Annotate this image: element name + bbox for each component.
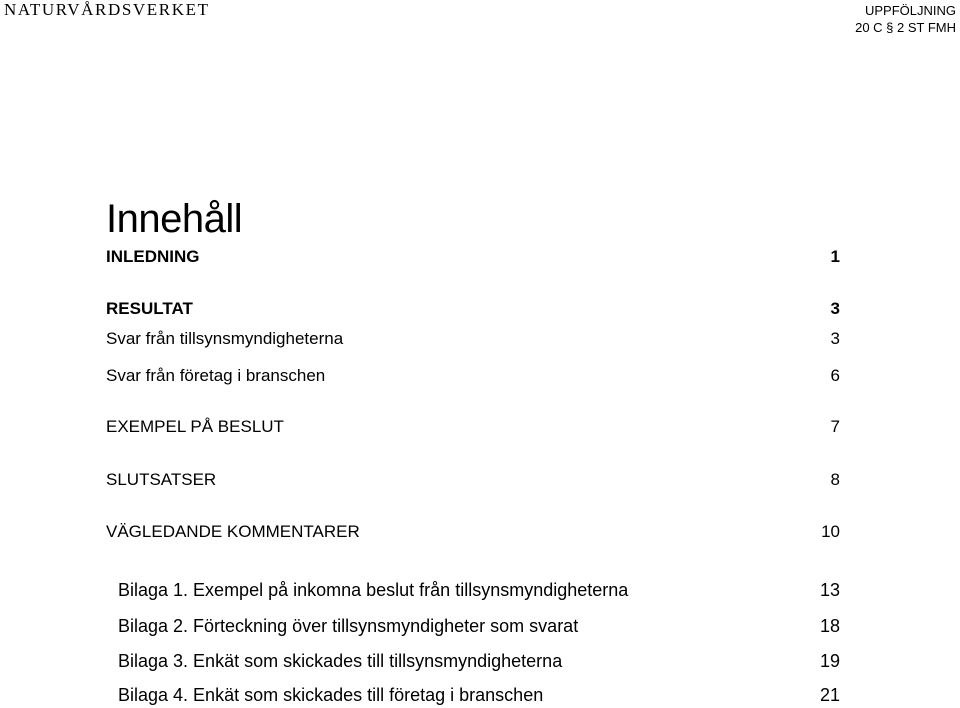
toc-entry-svar-tillsynsmyndigheterna[interactable] (106, 328, 840, 350)
toc-entry-label: Bilaga 2. Förteckning över tillsynsmyndigheter som svarat (118, 616, 579, 636)
toc-entry-page: 1 (830, 247, 840, 266)
toc-entry-label: Bilaga 4. Enkät som skickades till företag i branschen (118, 685, 544, 705)
toc-entry-exempel-pa-beslut[interactable] (106, 416, 840, 438)
toc-entry-page: 3 (830, 329, 840, 348)
page-title: Innehåll (106, 196, 243, 241)
toc-entry-label: Svar från tillsynsmyndigheterna (106, 329, 344, 348)
toc-entry-label: Bilaga 1. Exempel på inkomna beslut från tillsynsmyndigheterna (118, 580, 629, 600)
organization-name: NATURVÅRDSVERKET (4, 0, 210, 19)
toc-entry-bilaga-3[interactable] (118, 650, 840, 672)
toc-entry-page: 3 (830, 299, 840, 318)
toc-entry-page: 19 (819, 651, 840, 671)
toc-entry-vagledande-kommentarer[interactable] (106, 521, 840, 543)
document-type: UPPFÖLJNING (864, 3, 956, 18)
toc-entry-page: 18 (819, 616, 840, 636)
toc-entry-inledning[interactable] (106, 246, 840, 268)
toc-entry-page: 8 (830, 470, 840, 489)
toc-entry-label: Svar från företag i branschen (106, 366, 326, 385)
toc-entry-label: VÄGLEDANDE KOMMENTARER (106, 522, 360, 541)
toc-entry-svar-foretag[interactable] (106, 365, 840, 387)
toc-entry-bilaga-1[interactable] (118, 579, 840, 601)
toc-entry-label: Bilaga 3. Enkät som skickades till tillsynsmyndigheterna (118, 651, 563, 671)
document-reference (855, 2, 956, 36)
toc-entry-label: RESULTAT (106, 299, 193, 318)
toc-entry-bilaga-2[interactable] (118, 615, 840, 637)
toc-entry-page: 13 (819, 580, 840, 600)
toc-entry-label: EXEMPEL PÅ BESLUT (106, 417, 284, 436)
toc-entry-page: 6 (830, 366, 840, 385)
toc-entry-bilaga-4[interactable] (118, 684, 840, 706)
toc-entry-page: 7 (830, 417, 840, 436)
toc-entry-label: INLEDNING (106, 247, 200, 266)
toc-entry-resultat[interactable] (106, 298, 840, 320)
toc-entry-page: 21 (819, 685, 840, 705)
document-code: 20 C § 2 ST FMH (855, 20, 956, 35)
toc-entry-slutsatser[interactable] (106, 469, 840, 491)
toc-entry-label: SLUTSATSER (106, 470, 217, 489)
toc-entry-page: 10 (821, 522, 840, 541)
